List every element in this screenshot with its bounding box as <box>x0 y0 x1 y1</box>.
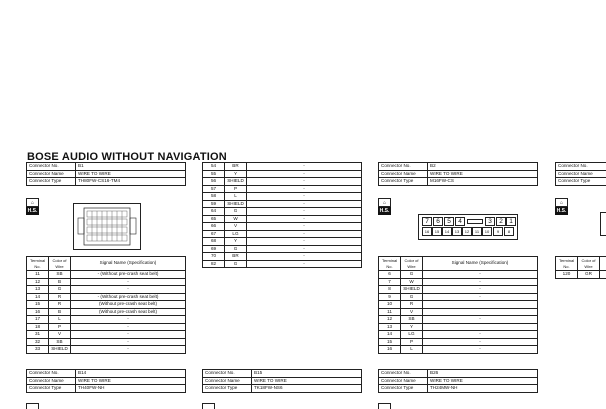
header-signal-name: Signal Name (Specification) <box>423 257 538 271</box>
table-row: 13 Y <box>379 323 538 331</box>
label-connector-no: Connector No. <box>203 370 252 378</box>
connector-b14-info <box>26 369 186 393</box>
label-connector-type: Connector Type <box>379 385 428 393</box>
pin-label: 2 <box>496 217 506 226</box>
table-row: 8 SHIELD - <box>379 286 538 294</box>
table-row: 65 W - <box>203 215 362 223</box>
connector-right-face <box>600 212 606 236</box>
table-row: 120 GR <box>556 271 606 279</box>
table-row: 11 V <box>379 308 538 316</box>
table-row: 32 SB - <box>27 338 186 346</box>
pin-label: 4 <box>455 217 465 226</box>
connector-right-info <box>555 162 606 186</box>
label-connector-type: Connector Type <box>203 385 252 393</box>
connector-type-value: TH40FW-NH <box>76 385 186 393</box>
table-row: 18 P - <box>27 323 186 331</box>
connector-b26-info <box>378 369 538 393</box>
header-color-of-wire: Color of Wire <box>578 257 600 271</box>
pin-label: 1 <box>506 217 516 226</box>
pin-label: 5 <box>444 217 454 226</box>
table-row: 10 R <box>379 301 538 309</box>
harness-side-icon <box>555 198 568 216</box>
header-terminal-no: Terminal No. <box>27 257 49 271</box>
label-connector-type: Connector Type <box>379 178 428 186</box>
connector-no-value: B26 <box>428 370 538 378</box>
table-row: 56 SHIELD - <box>203 178 362 186</box>
pin-label: 13 <box>452 227 462 236</box>
label-connector-no: Connector No. <box>27 370 76 378</box>
pin-label: 16 <box>422 227 432 236</box>
connector-icon: ⌂ <box>26 198 39 207</box>
pin-label: 9 <box>493 227 503 236</box>
table-row: 14 R - (Without pre-crash seat belt) <box>27 293 186 301</box>
header-terminal-no: Terminal No. <box>556 257 578 271</box>
pin-label: 6 <box>433 217 443 226</box>
table-row: 7 W - <box>379 278 538 286</box>
connector-no-value: B2 <box>428 163 538 171</box>
table-row: 12 B - <box>27 278 186 286</box>
label-connector-name: Connector Name <box>556 170 606 178</box>
table-row: 66 V - <box>203 223 362 231</box>
connector-no-value: B15 <box>252 370 362 378</box>
connector-right-pin-table <box>555 256 606 279</box>
connector-b15-info <box>202 369 362 393</box>
label-connector-no: Connector No. <box>27 163 76 171</box>
harness-side-icon <box>26 403 39 409</box>
hs-label: H.S. <box>556 208 567 214</box>
table-row: 59 SHIELD - <box>203 200 362 208</box>
pin-label: 12 <box>462 227 472 236</box>
label-connector-no: Connector No. <box>556 163 606 171</box>
label-connector-no: Connector No. <box>379 163 428 171</box>
pin-label: 10 <box>482 227 492 236</box>
pin-label: 11 <box>472 227 482 236</box>
header-signal-name: Signal Name (Specification) <box>71 257 186 271</box>
connector-name-value: WIRE TO WIRE <box>252 377 362 385</box>
label-connector-name: Connector Name <box>203 377 252 385</box>
label-connector-name: Connector Name <box>379 170 428 178</box>
header-terminal-no: Terminal No. <box>379 257 401 271</box>
harness-side-icon <box>378 198 391 216</box>
table-row: 11 SB - (Without pre-crash seat belt) <box>27 271 186 279</box>
connector-b1-face <box>73 203 141 250</box>
page-title: BOSE AUDIO WITHOUT NAVIGATION <box>27 151 227 163</box>
hs-label: H.S. <box>379 208 390 214</box>
connector-icon: ⌂ <box>555 198 568 207</box>
pin-label: 15 <box>432 227 442 236</box>
connector-b1-continued-pin-table <box>202 162 362 268</box>
label-connector-name: Connector Name <box>379 377 428 385</box>
harness-side-icon <box>202 403 215 409</box>
table-row: 16 L - <box>379 346 538 354</box>
table-row: 15 P - <box>379 338 538 346</box>
connector-b1-pin-table <box>26 256 186 354</box>
table-row: 9 G - <box>379 293 538 301</box>
hs-label: H.S. <box>27 208 38 214</box>
harness-side-icon <box>26 198 39 216</box>
label-connector-name: Connector Name <box>27 377 76 385</box>
table-row: 12 SB - <box>379 316 538 324</box>
connector-b2-info <box>378 162 538 186</box>
connector-pin-grid <box>74 204 140 249</box>
table-row: 68 Y - <box>203 238 362 246</box>
table-row: 70 BR - <box>203 253 362 261</box>
table-row: 14 LG - <box>379 331 538 339</box>
table-row: 64 G - <box>203 208 362 216</box>
connector-name-value: WIRE TO WIRE <box>76 377 186 385</box>
table-row: 31 V - <box>27 331 186 339</box>
connector-no-value: B1 <box>76 163 186 171</box>
pin-label: 3 <box>485 217 495 226</box>
pin-label: 14 <box>442 227 452 236</box>
connector-icon: ⌂ <box>378 198 391 207</box>
label-connector-type: Connector Type <box>27 385 76 393</box>
connector-name-value: WIRE TO WIRE <box>76 170 186 178</box>
connector-type-value: TH80FW-CS16-TM4 <box>76 178 186 186</box>
pin-label: 7 <box>422 217 432 226</box>
table-row: 58 L - <box>203 193 362 201</box>
connector-b2-pin-table <box>378 256 538 354</box>
label-connector-no: Connector No. <box>379 370 428 378</box>
connector-b1-info <box>26 162 186 186</box>
connector-type-value: TH24MW-NH <box>428 385 538 393</box>
table-row: 6 G - <box>379 271 538 279</box>
connector-no-value: B14 <box>76 370 186 378</box>
table-row: 69 G - <box>203 245 362 253</box>
table-row: 15 R (Without pre-crash seat belt) <box>27 301 186 309</box>
table-row: 55 Y - <box>203 170 362 178</box>
harness-side-icon <box>378 403 391 409</box>
table-row: 67 LG - <box>203 230 362 238</box>
header-color-of-wire: Color of Wire <box>401 257 423 271</box>
table-row: 17 L - <box>27 316 186 324</box>
table-row: 16 B (Without pre-crash seat belt) <box>27 308 186 316</box>
connector-type-value: M16FW-CS <box>428 178 538 186</box>
table-row: 13 G - <box>27 286 186 294</box>
connector-name-value: WIRE TO WIRE <box>428 170 538 178</box>
pin-label: 8 <box>504 227 514 236</box>
label-connector-type: Connector Type <box>556 178 606 186</box>
connector-b2-face <box>418 214 518 240</box>
label-connector-name: Connector Name <box>27 170 76 178</box>
connector-lock-key <box>467 219 483 224</box>
connector-type-value: TK18FW-NS6 <box>252 385 362 393</box>
table-row: 57 P - <box>203 185 362 193</box>
table-row: 33 SHIELD - <box>27 346 186 354</box>
label-connector-type: Connector Type <box>27 178 76 186</box>
header-color-of-wire: Color of Wire <box>49 257 71 271</box>
table-row: 54 BR - <box>203 163 362 171</box>
table-row: 82 G - <box>203 260 362 268</box>
connector-name-value: WIRE TO WIRE <box>428 377 538 385</box>
